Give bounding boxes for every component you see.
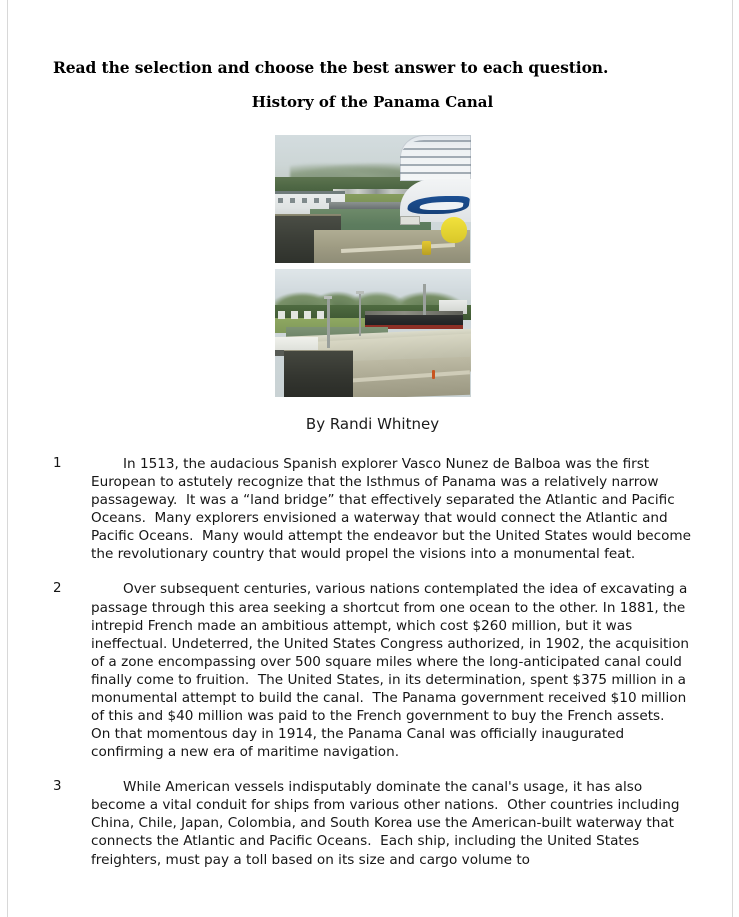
author-byline: By Randi Whitney	[305, 415, 440, 433]
document-page	[7, 0, 733, 917]
photo2-buildings	[278, 311, 329, 319]
instruction-line: Read the selection and choose the best answer to each question.	[53, 58, 609, 77]
figure-stack	[53, 135, 692, 397]
photo2-ship-deck-line	[365, 311, 463, 315]
page-content	[8, 0, 732, 917]
panama-canal-cruise-ship-photo	[275, 135, 471, 263]
photo1-yellow-bollard	[422, 241, 432, 255]
paragraph-text: While American vessels indisputably dominate the canal's usage, it has also become a vital conduit for ships from various other nations. Other countries including China, Chile, Japan, Colombia, and South Korea use the American-built waterway that connects the Atlantic and Pacific Oceans. Each ship, including the United States freighters, must pay a toll based on its size and cargo volume to	[91, 779, 684, 868]
paragraph-2	[53, 580, 692, 761]
photo1-cruise-ship-balconies	[400, 140, 471, 178]
photo2-worker	[432, 370, 435, 379]
paragraph-number: 3	[53, 779, 62, 795]
paragraph-text: Over subsequent centuries, various nations contemplated the idea of excavating a passage through this area seeking a shortcut from one ocean to the other. In 1881, the intrepid French made an ambitious attempt, which cost $260 million, but it was ineffectual. Undeterred, the United States Congress authorized, in 1902, the acquisition of a zone encompassing over 500 square miles where the long-anticipated canal could finally come to fruition. The United States, in its determination, spent $375 million in a monumental attempt to build the canal. The Panama government received $10 million of this and $40 million was paid to the French government to buy the French assets. On that momentous day in 1914, the Panama Canal was officially inaugurated confirming a new era of maritime navigation.	[91, 581, 694, 761]
article-body	[53, 455, 696, 869]
photo2-light-pole-left	[327, 297, 329, 348]
paragraph-1	[53, 455, 696, 563]
paragraph-number: 2	[53, 581, 62, 597]
photo1-road-with-cars	[333, 189, 415, 194]
paragraph-number: 1	[53, 456, 62, 471]
paragraph-3	[53, 778, 692, 868]
photo2-lamp-head-left	[324, 296, 332, 299]
photo1-equipment-crate	[400, 216, 420, 225]
paragraph-text: In 1513, the audacious Spanish explorer Vasco Nunez de Balboa was the first European to astutely recognize that the Isthmus of Panama was a relatively narrow passageway. It was a “land bridge” that effectively separated the Atlantic and Pacific Oceans. Many explorers envisioned a waterway that would connect the Atlantic and Pacific Oceans. Many would attempt the endeavor but the United States would become the revolutionary country that would propel the visions into a monumental feat.	[91, 456, 696, 563]
photo1-hull-white-swoosh	[419, 202, 463, 210]
photo2-lamp-head-middle	[356, 291, 364, 294]
photo2-lock-gate	[284, 351, 353, 397]
photo2-light-pole-middle	[359, 292, 361, 336]
panama-canal-cargo-ship-photo	[275, 269, 471, 397]
page-title: History of the Panama Canal	[251, 93, 494, 111]
photo2-light-pole-right	[423, 284, 425, 315]
photo1-yellow-buoy	[441, 217, 466, 243]
photo1-wall-windows	[278, 198, 337, 203]
